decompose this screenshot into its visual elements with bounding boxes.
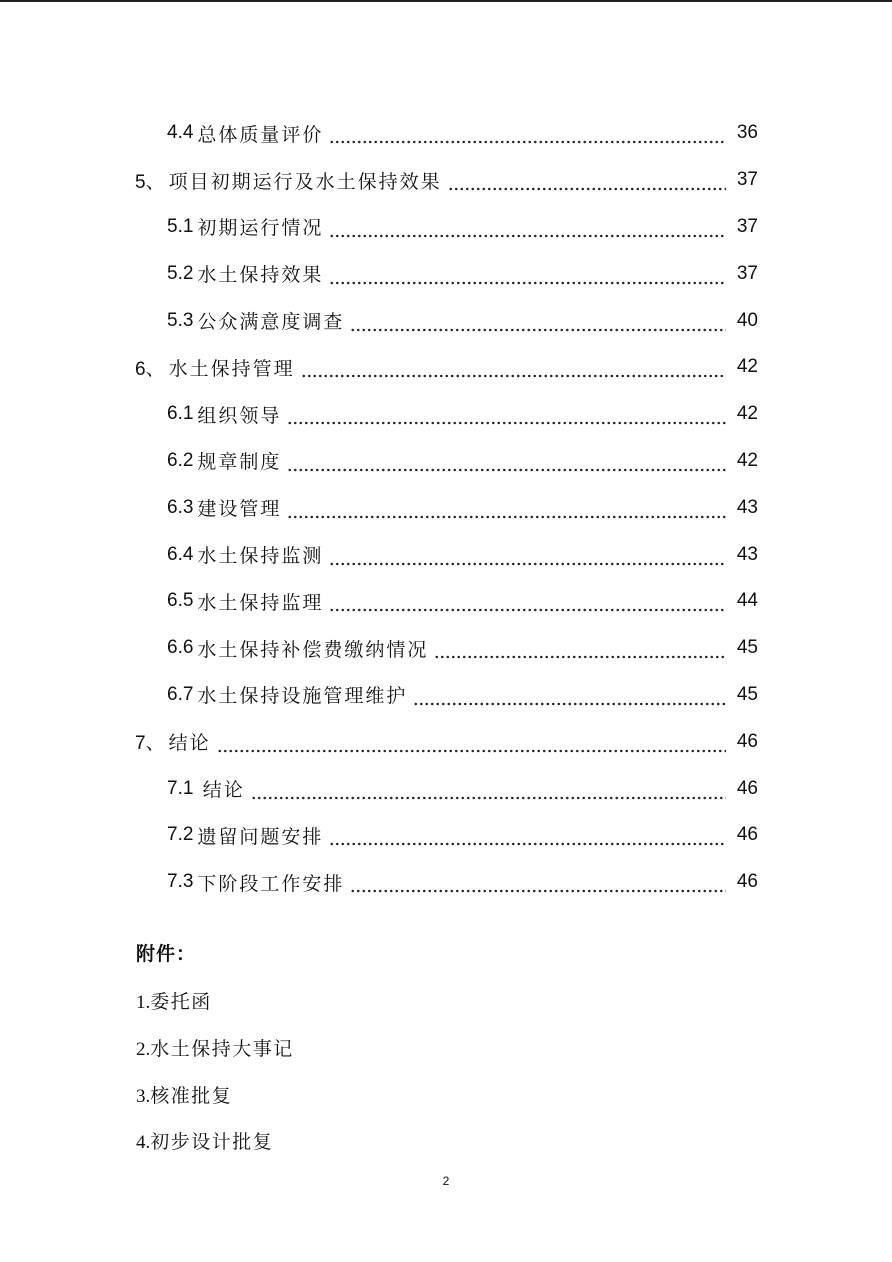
toc-entry-page: 46: [736, 777, 758, 799]
toc-entry-title: 水土保持监理: [197, 591, 324, 614]
attachment-title: 初步设计批复: [150, 1131, 274, 1154]
dot-leader: [413, 684, 726, 706]
dot-leader: [329, 216, 726, 238]
toc-entry-page: 46: [736, 871, 758, 893]
toc-entry-number: 6.4: [167, 543, 194, 565]
toc-entry-title: 水土保持效果: [197, 264, 324, 287]
dot-leader: [287, 497, 726, 519]
toc-entry-number: 6.7: [167, 683, 194, 705]
toc-entry-number: 7.1: [167, 777, 199, 799]
toc-entry-title: 组织领导: [197, 404, 282, 427]
dot-leader: [251, 778, 726, 800]
toc-entry-5-2[interactable]: [0, 250, 892, 297]
toc-entry-number: 6、: [135, 358, 165, 380]
toc-entry-page: 43: [736, 496, 758, 518]
page-number: 2: [442, 1174, 450, 1188]
dot-leader: [350, 871, 726, 893]
toc-entry-title: 结论: [202, 779, 245, 802]
attachment-title: 水土保持大事记: [150, 1037, 294, 1060]
toc-entry-7-2[interactable]: [0, 812, 892, 859]
attachment-item: [136, 979, 294, 1026]
toc-entry-number: 6.6: [167, 637, 194, 659]
toc-entry-6-3[interactable]: [0, 484, 892, 531]
attachment-item: [136, 1073, 294, 1120]
toc-entry-number: 7.3: [167, 871, 194, 893]
toc-entry-7[interactable]: [0, 718, 892, 765]
toc-entry-page: 46: [736, 824, 758, 846]
dot-leader: [448, 169, 726, 191]
attachment-number: 2.: [136, 1038, 151, 1060]
attachment-item: [136, 1026, 294, 1073]
attachments-heading: 附件：: [136, 943, 197, 965]
toc-entry-page: 45: [736, 637, 758, 659]
toc-entry-6[interactable]: [0, 344, 892, 391]
toc-entry-number: 5.1: [167, 215, 194, 237]
toc-entry-title: 遗留问题安排: [197, 825, 324, 848]
toc-entry-5-1[interactable]: [0, 204, 892, 251]
toc-entry-page: 37: [736, 262, 758, 284]
toc-entry-page: 46: [736, 730, 758, 752]
toc-entry-title: 下阶段工作安排: [197, 872, 345, 895]
dot-leader: [350, 310, 726, 332]
attachments-section: [136, 932, 294, 1166]
toc-entry-6-5[interactable]: [0, 578, 892, 625]
toc-entry-title: 水土保持管理: [168, 357, 295, 380]
toc-entry-title: 水土保持设施管理维护: [197, 685, 408, 708]
dot-leader: [217, 731, 726, 753]
toc-entry-title: 结论: [168, 732, 211, 755]
toc-entry-title: 水土保持补偿费缴纳情况: [197, 638, 429, 661]
attachment-title: 核准批复: [150, 1084, 233, 1107]
toc-entry-number: 5、: [135, 171, 165, 193]
toc-entry-title: 初期运行情况: [197, 217, 324, 240]
toc-entry-7-3[interactable]: [0, 859, 892, 906]
table-of-contents: [0, 110, 892, 906]
toc-entry-page: 43: [736, 543, 758, 565]
toc-entry-page: 42: [736, 449, 758, 471]
attachment-number: 1.: [136, 992, 151, 1013]
toc-entry-7-1[interactable]: [0, 765, 892, 812]
attachment-item: [136, 1119, 294, 1166]
toc-entry-title: 公众满意度调查: [197, 311, 345, 334]
toc-entry-6-2[interactable]: [0, 438, 892, 485]
toc-entry-title: 总体质量评价: [197, 123, 324, 146]
toc-entry-6-6[interactable]: [0, 625, 892, 672]
toc-entry-title: 项目初期运行及水土保持效果: [168, 170, 442, 193]
dot-leader: [329, 122, 726, 144]
toc-entry-number: 6.1: [167, 403, 194, 425]
toc-entry-page: 40: [736, 309, 758, 331]
toc-entry-6-7[interactable]: [0, 672, 892, 719]
toc-entry-page: 42: [736, 356, 758, 378]
toc-entry-5-3[interactable]: [0, 297, 892, 344]
dot-leader: [287, 403, 726, 425]
toc-entry-page: 45: [736, 683, 758, 705]
dot-leader: [329, 590, 726, 612]
toc-entry-number: 7.2: [167, 824, 194, 846]
attachment-number: 4.: [136, 1132, 151, 1154]
dot-leader: [329, 824, 726, 846]
toc-entry-page: 44: [736, 590, 758, 612]
toc-entry-number: 6.3: [167, 496, 194, 518]
toc-entry-title: 水土保持监测: [197, 545, 324, 568]
toc-entry-6-4[interactable]: [0, 531, 892, 578]
dot-leader: [329, 544, 726, 566]
toc-entry-page: 37: [736, 215, 758, 237]
toc-entry-number: 6.5: [167, 590, 194, 612]
toc-entry-5[interactable]: [0, 157, 892, 204]
toc-entry-page: 36: [736, 122, 758, 144]
dot-leader: [329, 263, 726, 285]
toc-entry-number: 7、: [135, 733, 165, 755]
toc-entry-4-4[interactable]: [0, 110, 892, 157]
dot-leader: [301, 356, 726, 378]
toc-entry-number: 6.2: [167, 449, 194, 471]
dot-leader: [434, 637, 726, 659]
toc-entry-number: 5.2: [167, 262, 194, 284]
toc-entry-title: 建设管理: [197, 498, 282, 521]
toc-entry-page: 37: [736, 169, 758, 191]
attachment-number: 3.: [136, 1085, 151, 1107]
toc-entry-title: 规章制度: [197, 451, 282, 474]
attachment-title: 委托函: [150, 991, 212, 1013]
toc-entry-6-1[interactable]: [0, 391, 892, 438]
toc-entry-number: 4.4: [167, 122, 194, 144]
toc-entry-number: 5.3: [167, 309, 194, 331]
toc-entry-page: 42: [736, 403, 758, 425]
dot-leader: [287, 450, 726, 472]
